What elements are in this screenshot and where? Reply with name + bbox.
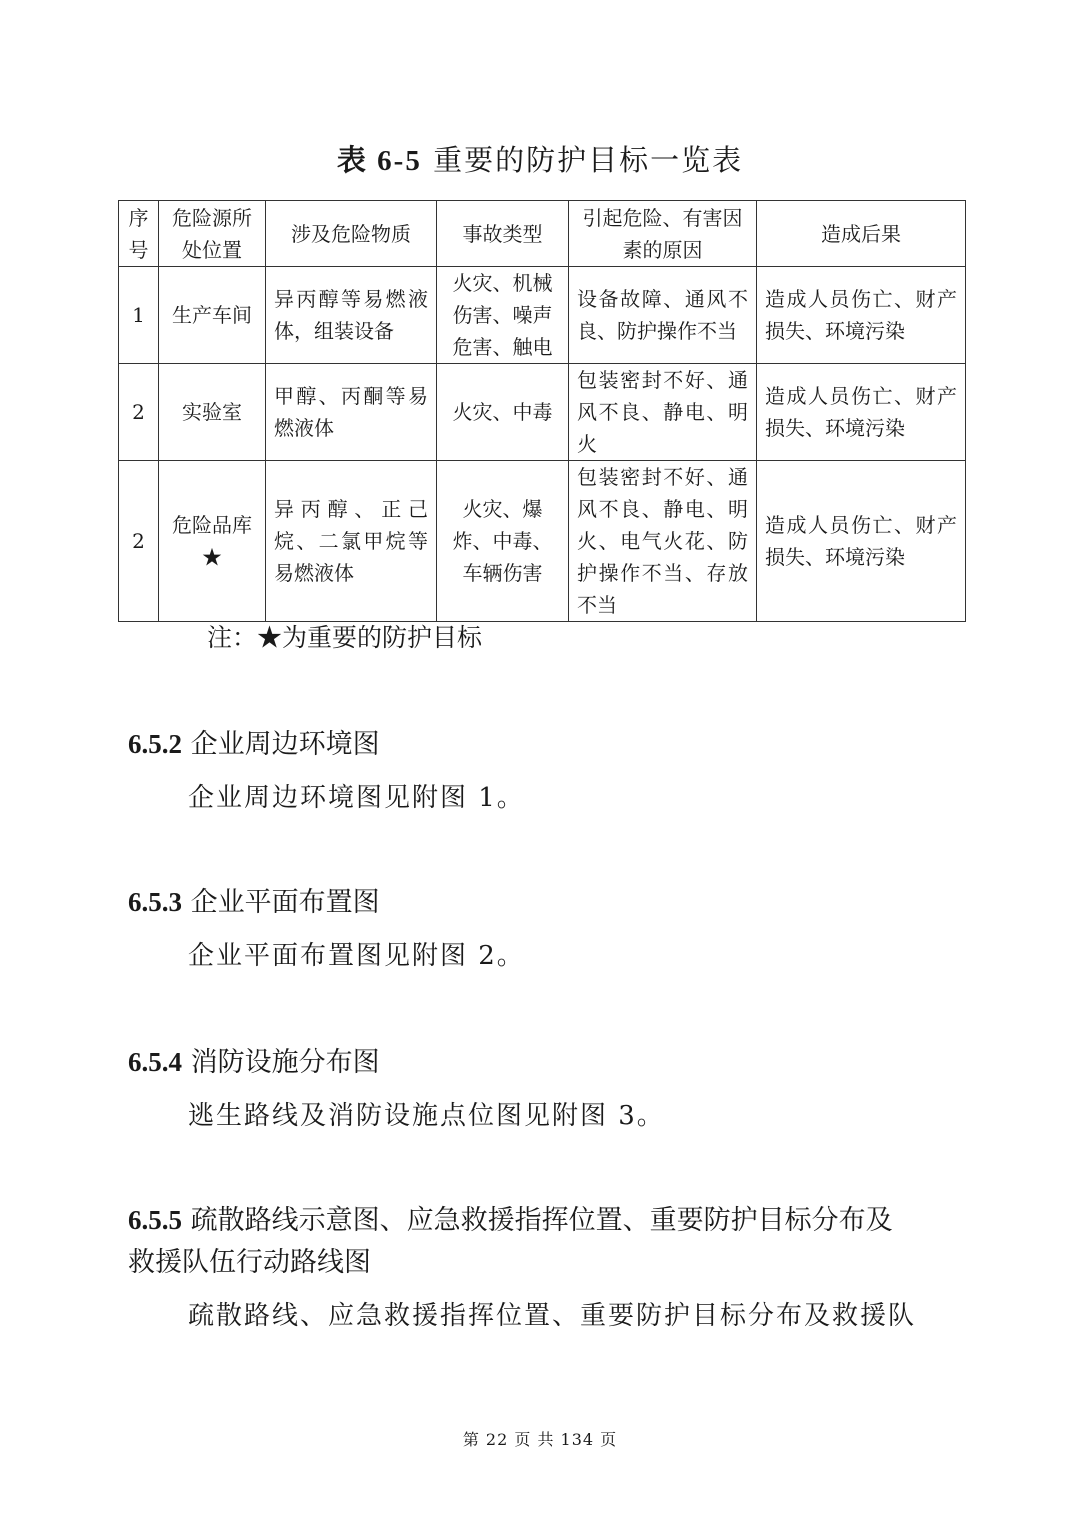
table-note: 注：★为重要的防护目标 — [207, 623, 483, 652]
cell-substance: 异丙醇等易燃液体，组装设备 — [266, 267, 437, 364]
header-cell: 危险源所处位置 — [159, 201, 266, 267]
cell-cause: 包装密封不好、通风不良、静电、明火、电气火花、防护操作不当、存放不当 — [569, 461, 757, 622]
section-heading-6-5-5 — [128, 1198, 893, 1243]
cell-index: 1 — [119, 267, 159, 364]
table-title-text: 重要的防护目标一览表 — [433, 143, 744, 177]
cell-substance: 甲醇、丙酮等易燃液体 — [266, 364, 437, 461]
section-body: 企业平面布置图见附图 2。 — [188, 941, 525, 971]
cell-accident-type: 火灾、机械伤害、噪声危害、触电 — [437, 267, 569, 364]
cell-consequence: 造成人员伤亡、财产损失、环境污染 — [757, 461, 966, 622]
cell-location: 生产车间 — [159, 267, 266, 364]
table-header-row — [119, 201, 966, 267]
section-number: 6.5.3 — [128, 887, 182, 917]
table-row — [119, 267, 966, 364]
cell-consequence: 造成人员伤亡、财产损失、环境污染 — [757, 267, 966, 364]
section-heading-6-5-3 — [128, 880, 380, 925]
header-cell: 造成后果 — [757, 201, 966, 267]
section-body: 疏散路线、应急救援指挥位置、重要防护目标分布及救援队 — [188, 1301, 917, 1331]
cell-accident-type: 火灾、爆炸、中毒、车辆伤害 — [437, 461, 569, 622]
section-heading-6-5-4 — [128, 1040, 380, 1085]
header-cell: 引起危险、有害因素的原因 — [569, 201, 757, 267]
cell-location: 实验室 — [159, 364, 266, 461]
table-title — [0, 138, 1080, 179]
section-number: 6.5.5 — [128, 1205, 182, 1235]
section-number: 6.5.2 — [128, 729, 182, 759]
section-body: 逃生路线及消防设施点位图见附图 3。 — [188, 1101, 665, 1131]
cell-cause: 包装密封不好、通风不良、静电、明火 — [569, 364, 757, 461]
cell-location: 危险品库★ — [159, 461, 266, 622]
table-row — [119, 461, 966, 622]
cell-accident-type: 火灾、中毒 — [437, 364, 569, 461]
cell-substance: 异丙醇、正己烷、二氯甲烷等易燃液体 — [266, 461, 437, 622]
header-cell: 序号 — [119, 201, 159, 267]
section-number: 6.5.4 — [128, 1047, 182, 1077]
cell-consequence: 造成人员伤亡、财产损失、环境污染 — [757, 364, 966, 461]
section-title-line2: 救援队伍行动路线图 — [128, 1247, 371, 1278]
page-footer: 第 22 页 共 134 页 — [462, 1430, 618, 1449]
header-cell: 涉及危险物质 — [266, 201, 437, 267]
table-row — [119, 364, 966, 461]
section-title: 企业平面布置图 — [190, 887, 380, 918]
section-body: 企业周边环境图见附图 1。 — [188, 783, 525, 813]
cell-cause: 设备故障、通风不良、防护操作不当 — [569, 267, 757, 364]
section-heading-6-5-2 — [128, 722, 380, 767]
section-heading-continuation — [128, 1241, 371, 1285]
table-title-number: 表 6-5 — [336, 145, 422, 177]
section-title: 消防设施分布图 — [190, 1047, 380, 1078]
cell-index: 2 — [119, 364, 159, 461]
section-title: 企业周边环境图 — [190, 729, 380, 760]
section-title: 疏散路线示意图、应急救援指挥位置、重要防护目标分布及 — [190, 1205, 893, 1236]
header-cell: 事故类型 — [437, 201, 569, 267]
cell-index: 2 — [119, 461, 159, 622]
protection-targets-table — [118, 200, 966, 622]
